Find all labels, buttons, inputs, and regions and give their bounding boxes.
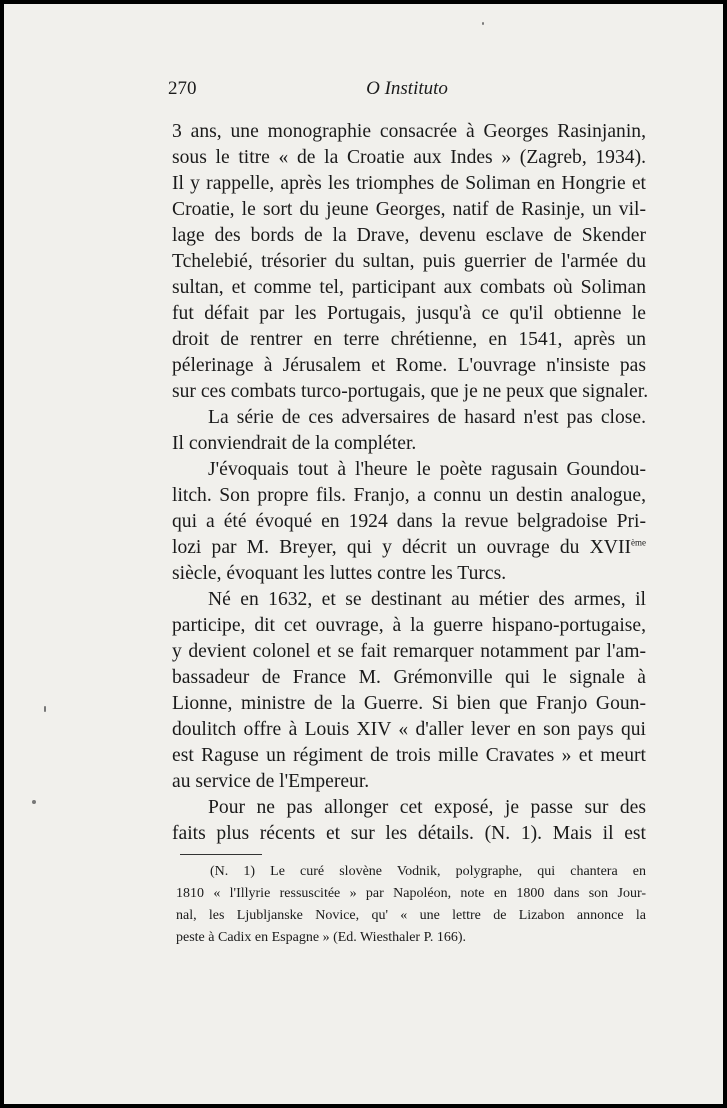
book-page <box>4 4 723 1104</box>
text-line: Tchelebié, trésorier du sultan, puis guerrier de l'armée du <box>172 251 646 272</box>
footnote-line: 1810 « l'Illyrie ressuscitée » par Napoléon, note en 1800 dans son Jour- <box>176 886 646 901</box>
text-line: sous le titre « de la Croatie aux Indes » (Zagreb, 1934). <box>172 147 646 168</box>
text-line: 3 ans, une monographie consacrée à Georges Rasinjanin, <box>172 121 646 142</box>
text-line: J'évoquais tout à l'heure le poète ragusain Goundou- <box>208 459 646 480</box>
text-line: siècle, évoquant les luttes contre les Turcs. <box>172 563 507 584</box>
text-line: qui a été évoqué en 1924 dans la revue belgradoise Pri- <box>172 511 646 532</box>
footnote-divider <box>180 854 262 855</box>
text-line: bassadeur de France M. Grémonville qui le signale à <box>172 667 646 688</box>
footnote-line: peste à Cadix en Espagne » (Ed. Wiesthaler P. 166). <box>176 930 466 945</box>
superscript: ème <box>631 537 646 548</box>
text-line: au service de l'Empereur. <box>172 771 370 792</box>
paper-speck <box>44 706 46 712</box>
page-header <box>168 78 646 106</box>
paper-speck <box>482 22 484 25</box>
text-line: sur ces combats turco-portugais, que je ne peux que signaler. <box>172 381 649 402</box>
text-segment: lozi par M. Breyer, qui y décrit un ouvrage du XVII <box>172 537 631 558</box>
text-line: droit de rentrer en terre chrétienne, en 1541, après un <box>172 329 646 350</box>
text-line: doulitch offre à Louis XIV « d'aller lever en son pays qui <box>172 719 646 740</box>
text-line: y devient colonel et se fait remarquer notamment par l'am- <box>172 641 646 662</box>
text-line: fut défait par les Portugais, jusqu'à ce qu'il obtienne le <box>172 303 646 324</box>
text-line-with-superscript <box>172 535 646 561</box>
text-line: La série de ces adversaires de hasard n'est pas close. <box>208 407 646 428</box>
text-line: lage des bords de la Drave, devenu esclave de Skender <box>172 225 646 246</box>
text-line: sultan, et comme tel, participant aux combats où Soliman <box>172 277 646 298</box>
text-line: Il y rappelle, après les triomphes de Soliman en Hongrie et <box>172 173 646 194</box>
text-line: est Raguse un régiment de trois mille Cravates » et meurt <box>172 745 646 766</box>
text-line: Il conviendrait de la compléter. <box>172 433 417 454</box>
text-line: Croatie, le sort du jeune Georges, natif de Rasinje, un vil- <box>172 199 646 220</box>
footnote-line: (N. 1) Le curé slovène Vodnik, polygraphe, qui chantera en <box>210 864 646 879</box>
page-number: 270 <box>168 78 197 99</box>
text-line: pélerinage à Jérusalem et Rome. L'ouvrage n'insiste pas <box>172 355 646 376</box>
text-line: Pour ne pas allonger cet exposé, je passe sur des <box>208 797 646 818</box>
text-line: Lionne, ministre de la Guerre. Si bien que Franjo Goun- <box>172 693 646 714</box>
running-title: O Instituto <box>366 78 448 99</box>
text-line: litch. Son propre fils. Franjo, a connu un destin analogue, <box>172 485 646 506</box>
text-line: Né en 1632, et se destinant au métier des armes, il <box>208 589 646 610</box>
paper-speck <box>32 800 36 804</box>
footnote-line: nal, les Ljubljanske Novice, qu' « une lettre de Lizabon annonce la <box>176 908 646 923</box>
text-line: faits plus récents et sur les détails. (N. 1). Mais il est <box>172 823 646 844</box>
text-line: participe, dit cet ouvrage, à la guerre hispano-portugaise, <box>172 615 646 636</box>
